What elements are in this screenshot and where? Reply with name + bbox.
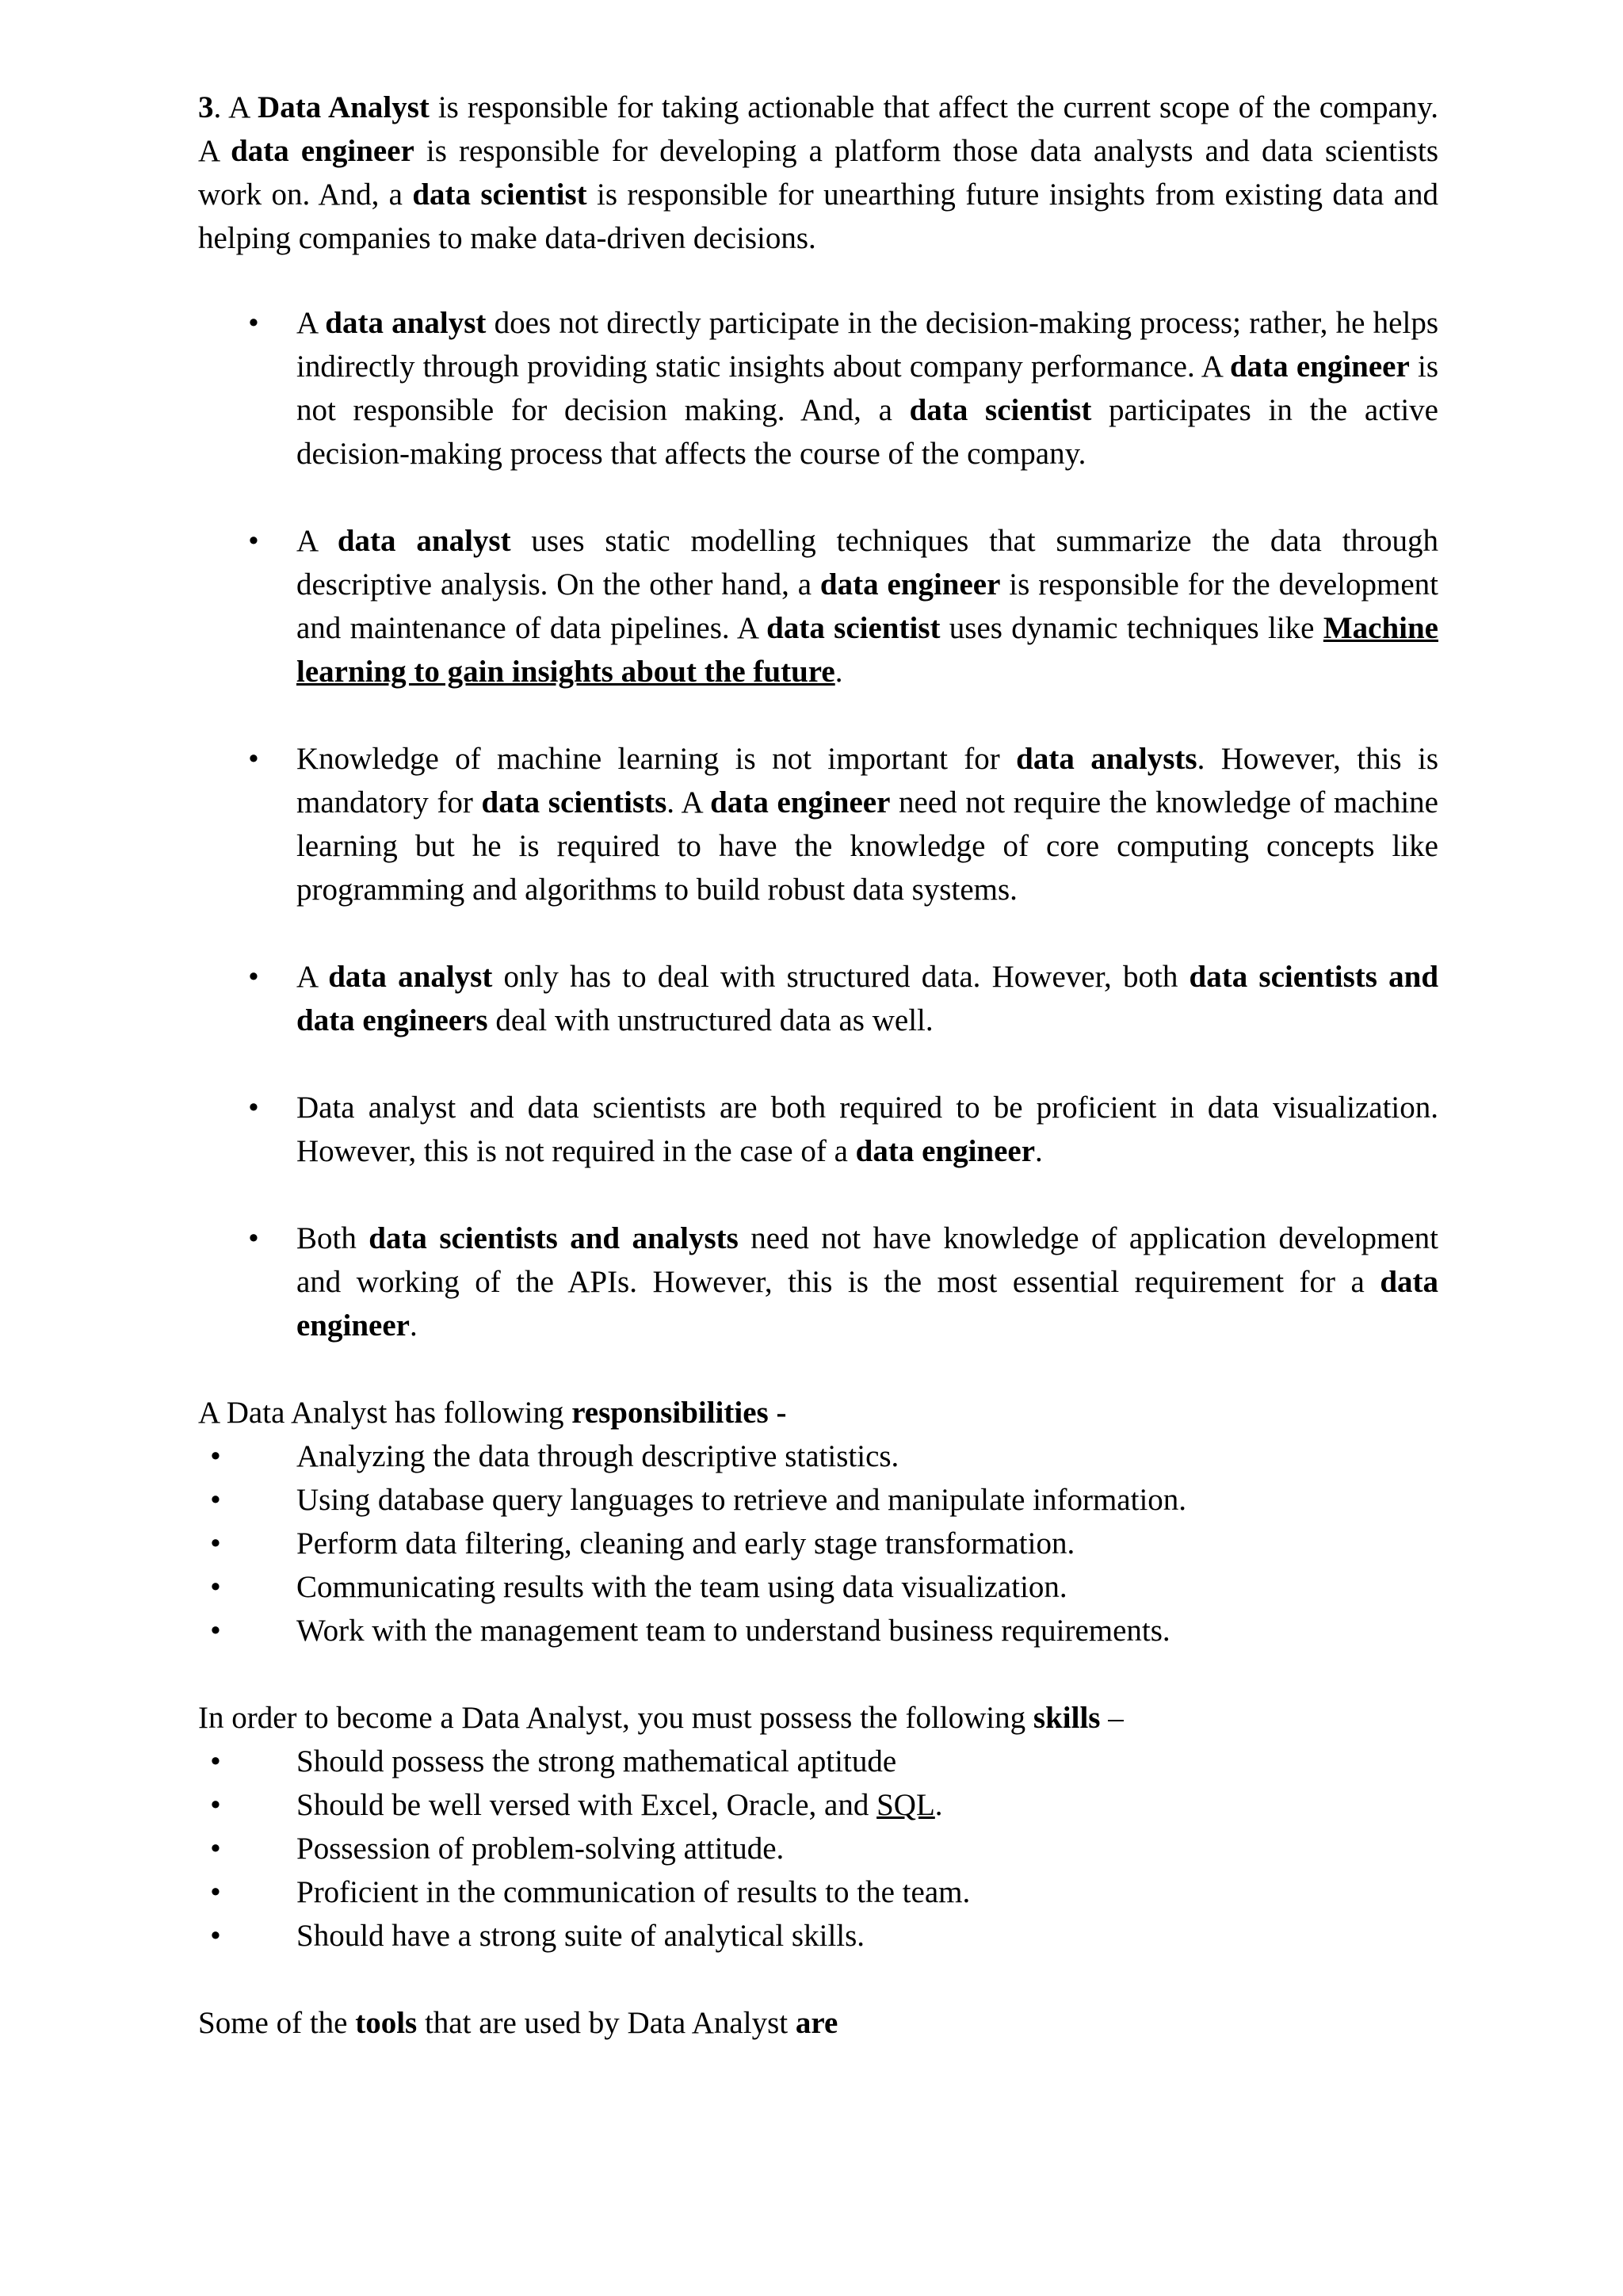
bullet-icon: •	[210, 1919, 221, 1953]
skill-item: • Should have a strong suite of analytical skills.	[198, 1914, 1438, 1958]
skill-item: • Possession of problem-solving attitude.	[198, 1827, 1438, 1870]
ml-link[interactable]: Machine learning to gain insights about the future	[296, 611, 1438, 689]
skill-item: • Should be well versed with Excel, Oracle, and SQL.	[198, 1783, 1438, 1827]
bullet-icon: •	[210, 1439, 221, 1473]
bullet-icon: •	[248, 1221, 259, 1255]
skill-item: • Proficient in the communication of results to the team.	[198, 1870, 1438, 1914]
bullet-icon: •	[210, 1788, 221, 1822]
bullet-icon: •	[210, 1570, 221, 1604]
responsibility-item: • Using database query languages to retrieve and manipulate information.	[198, 1478, 1438, 1522]
section-number: 3	[198, 90, 214, 124]
skills-heading: In order to become a Data Analyst, you must possess the following skills –	[198, 1701, 1124, 1735]
bullet-icon: •	[248, 306, 259, 340]
bullet-icon: •	[248, 524, 259, 558]
bullet-icon: •	[248, 1091, 259, 1125]
responsibility-item: • Analyzing the data through descriptive statistics.	[198, 1435, 1438, 1478]
responsibility-item: • Perform data filtering, cleaning and early stage transformation.	[198, 1522, 1438, 1565]
responsibilities-heading: A Data Analyst has following responsibilities -	[198, 1396, 787, 1430]
responsibility-item: • Work with the management team to understand business requirements.	[198, 1609, 1438, 1652]
skill-item: • Should possess the strong mathematical aptitude	[198, 1740, 1438, 1783]
tools-heading: Some of the tools that are used by Data Analyst are	[198, 2006, 838, 2040]
bullet-icon: •	[248, 960, 259, 994]
responsibility-item: • Communicating results with the team using data visualization.	[198, 1565, 1438, 1609]
bullet-icon: •	[210, 1744, 221, 1778]
document-page: 3. A Data Analyst is responsible for taking actionable that affect the current scope of the company. A data engineer is responsible for developing a platform those data analysts and data scientists work on. And, a data scientist is responsible for unearthing future insights from existing data and helping companies to make data-driven decisions. • A data analyst does not directly participate in the decision-making process; rather, he helps indirectly through providing static insights about company performance. A data engineer is not responsible for decision making. And, a data scientist participates in the active decision-making process that affects the course of the company. • A data analyst uses static modelling techniques that summarize the data through descriptive analysis. On the other hand, a data engineer is responsible for the development and maintenance of data pipelines. A data scientist uses dynamic techniques like Machine learning to gain insights about the future. • Knowledge of machine learning is not important for data analysts. However, this is mandatory for data scientists. A data engineer need not require the knowledge of machine learning but he is required to have the knowledge of core computing concepts like programming and algorithms to build robust data systems. • A data analyst only has to deal with structured data. However, both data scientists and data engineers deal with unstructured data as well. • Data analyst and data scientists are both required to be proficient in data visualization. However, this is not required in the case of a data engineer. • Both data scientists and analysts need not have knowledge of application development and working of the APIs. However, this is the most essential requirement for a data engineer. A Data Analyst has following responsibilities - • Analyzing the data through descriptive statistics. • Using database query languages to retrieve and manipulate information. • Perform data filtering, cleaning and early stage transformation. • Communicating results with the team using data visualization. • Work with the management team to understand business requirements. In order to become a Data Analyst, you must possess the following skills – • Should possess the strong mathematical aptitude • Should be well versed with Excel, Oracle, and SQL. • Possession of problem-solving attitude. • Proficient in the communication of results to the team. • Should have a strong suite of analytical skills. Some of the tools that are used by Data Analyst are	[0, 0, 1623, 2296]
bullet-icon: •	[248, 742, 259, 776]
sql-link[interactable]: SQL	[876, 1788, 935, 1822]
intro-paragraph: 3. A Data Analyst is responsible for taking actionable that affect the current scope of the company. A data engineer is responsible for developing a platform those data analysts and data scientists work on. And, a data scientist is responsible for unearthing future insights from existing data and helping companies to make data-driven decisions.	[198, 90, 1439, 255]
bullet-icon: •	[210, 1614, 221, 1648]
bullet-icon: •	[210, 1875, 221, 1909]
bullet-icon: •	[210, 1832, 221, 1866]
bullet-icon: •	[210, 1526, 221, 1561]
bullet-icon: •	[210, 1483, 221, 1517]
